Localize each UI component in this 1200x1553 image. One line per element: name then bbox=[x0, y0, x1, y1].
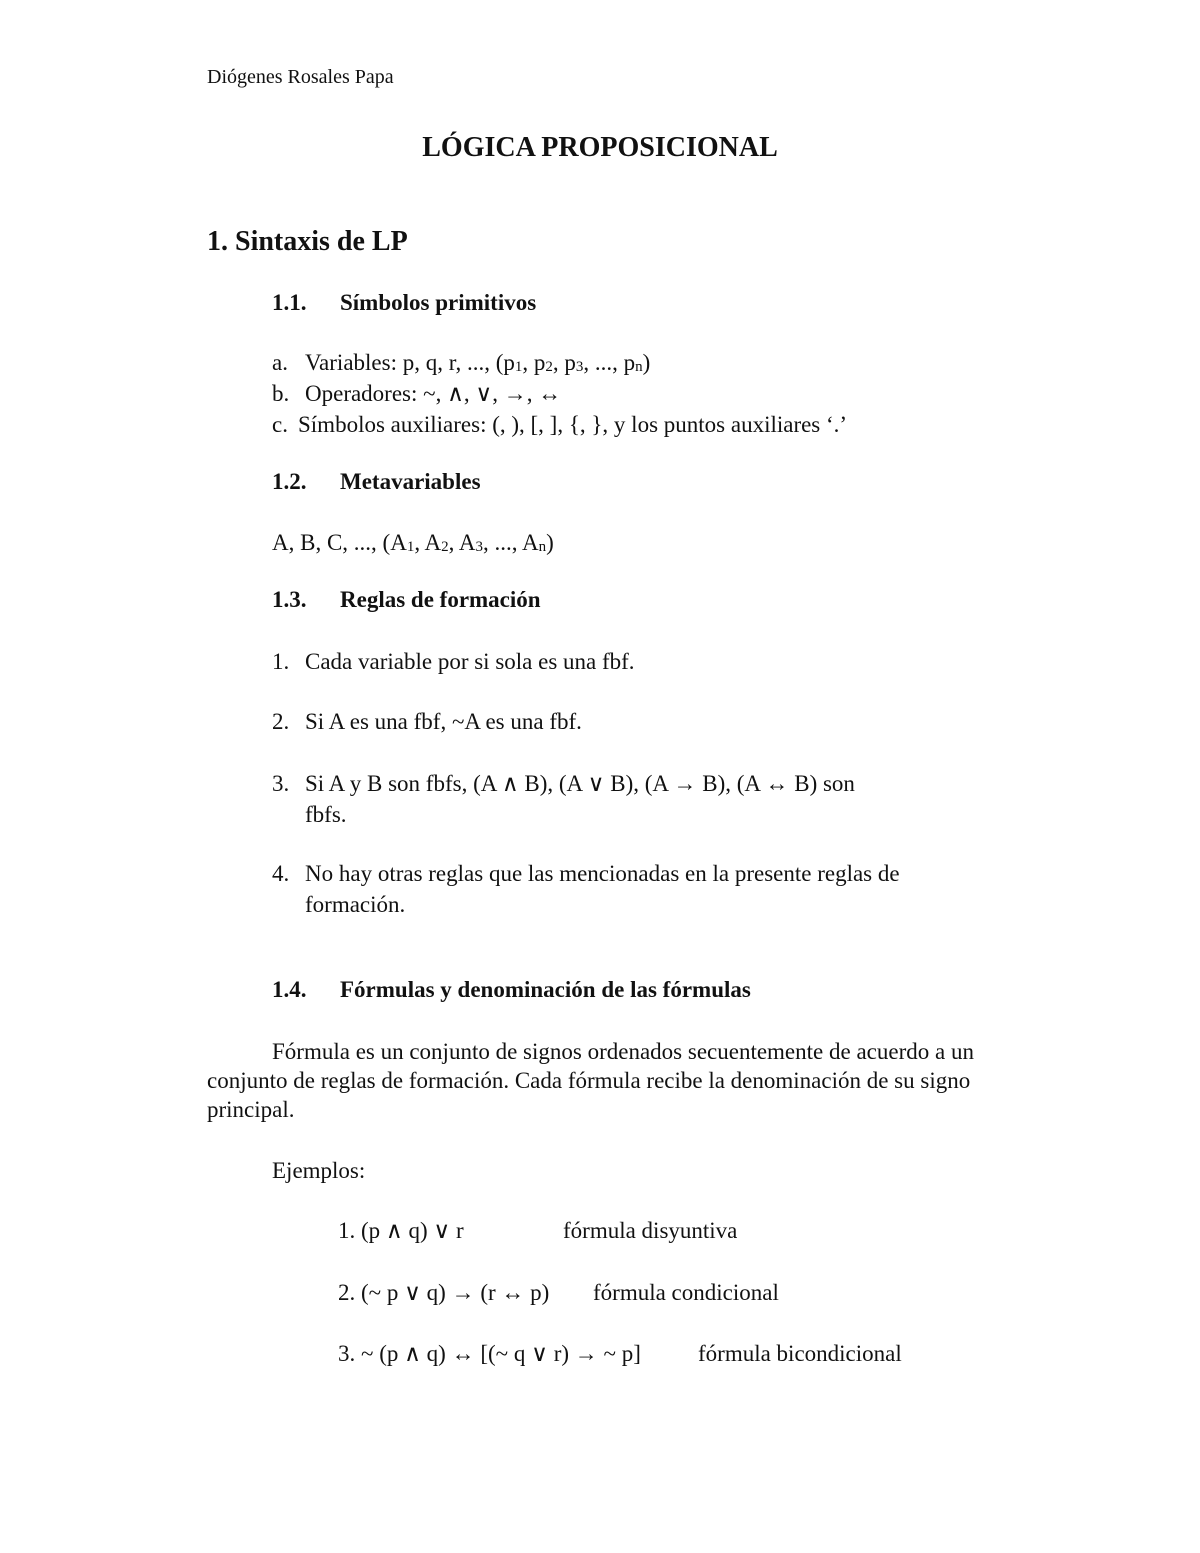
rule-marker: 4. bbox=[272, 861, 290, 886]
subsection-title: Fórmulas y denominación de las fórmulas bbox=[340, 977, 751, 1002]
example-name: fórmula condicional bbox=[593, 1280, 779, 1305]
rule-marker: 3. bbox=[272, 771, 290, 796]
rule-item-line1: Si A y B son fbfs, (A ∧ B), (A ∨ B), (A → B), (A ↔ B) son bbox=[305, 771, 855, 796]
subsection-heading-reglas bbox=[272, 587, 1072, 617]
metavariables-line: A, B, C, ..., ($A_1$, $A_2$, $A_3$, ..., $A_n$) bbox=[272, 530, 554, 555]
list-item-operadores: Operadores: ~, ∧, ∨, →, ↔ bbox=[305, 381, 562, 406]
list-marker: b. bbox=[272, 381, 290, 406]
subsection-heading-metavariables bbox=[272, 469, 1072, 499]
subsection-number: 1.1. bbox=[272, 290, 307, 315]
list-marker: c. bbox=[272, 412, 288, 437]
rule-item: Si A es una fbf, ~A es una fbf. bbox=[305, 709, 582, 734]
example-name: fórmula bicondicional bbox=[698, 1341, 902, 1366]
rule-marker: 1. bbox=[272, 649, 290, 674]
author-header: Diógenes Rosales Papa bbox=[207, 66, 394, 88]
list-item-variables: Variables: p, q, r, ..., ($p_1$, $p_2$, $p_3$, ..., $p_n$) bbox=[305, 350, 651, 375]
example-formula: 2. (~ p ∨ q) → (r ↔ p) bbox=[338, 1280, 550, 1305]
subsection-heading-simbolos bbox=[272, 290, 1072, 320]
rule-item-line2: formación. bbox=[305, 892, 406, 917]
subsection-title: Reglas de formación bbox=[340, 587, 541, 612]
rule-marker: 2. bbox=[272, 709, 290, 734]
subsection-heading-formulas bbox=[272, 977, 1072, 1007]
list-item-auxiliares: Símbolos auxiliares: (, ), [, ], {, }, y los puntos auxiliares ‘.’ bbox=[298, 412, 848, 437]
list-marker: a. bbox=[272, 350, 288, 375]
subsection-title: Símbolos primitivos bbox=[340, 290, 537, 315]
subsection-number: 1.3. bbox=[272, 587, 307, 612]
section-heading-sintaxis: 1. Sintaxis de LP bbox=[207, 226, 408, 257]
rule-item-line2: fbfs. bbox=[305, 802, 347, 827]
subsection-number: 1.4. bbox=[272, 977, 307, 1002]
rule-item-line1: No hay otras reglas que las mencionadas en la presente reglas de bbox=[305, 861, 900, 886]
examples-label: Ejemplos: bbox=[272, 1158, 366, 1183]
example-name: fórmula disyuntiva bbox=[563, 1218, 738, 1243]
rule-item: Cada variable por si sola es una fbf. bbox=[305, 649, 635, 674]
subsection-number: 1.2. bbox=[272, 469, 307, 494]
formula-paragraph: Fórmula es un conjunto de signos ordenados secuentemente de acuerdo a un conjunto de reglas de formación. Cada fórmula recibe la denominación de su signo principal. bbox=[207, 1039, 974, 1122]
document-title: LÓGICA PROPOSICIONAL bbox=[422, 132, 778, 163]
subsection-title: Metavariables bbox=[340, 469, 481, 494]
example-formula: 3. ~ (p ∧ q) ↔ [(~ q ∨ r) → ~ p] bbox=[338, 1341, 641, 1366]
example-formula: 1. (p ∧ q) ∨ r bbox=[338, 1218, 464, 1243]
